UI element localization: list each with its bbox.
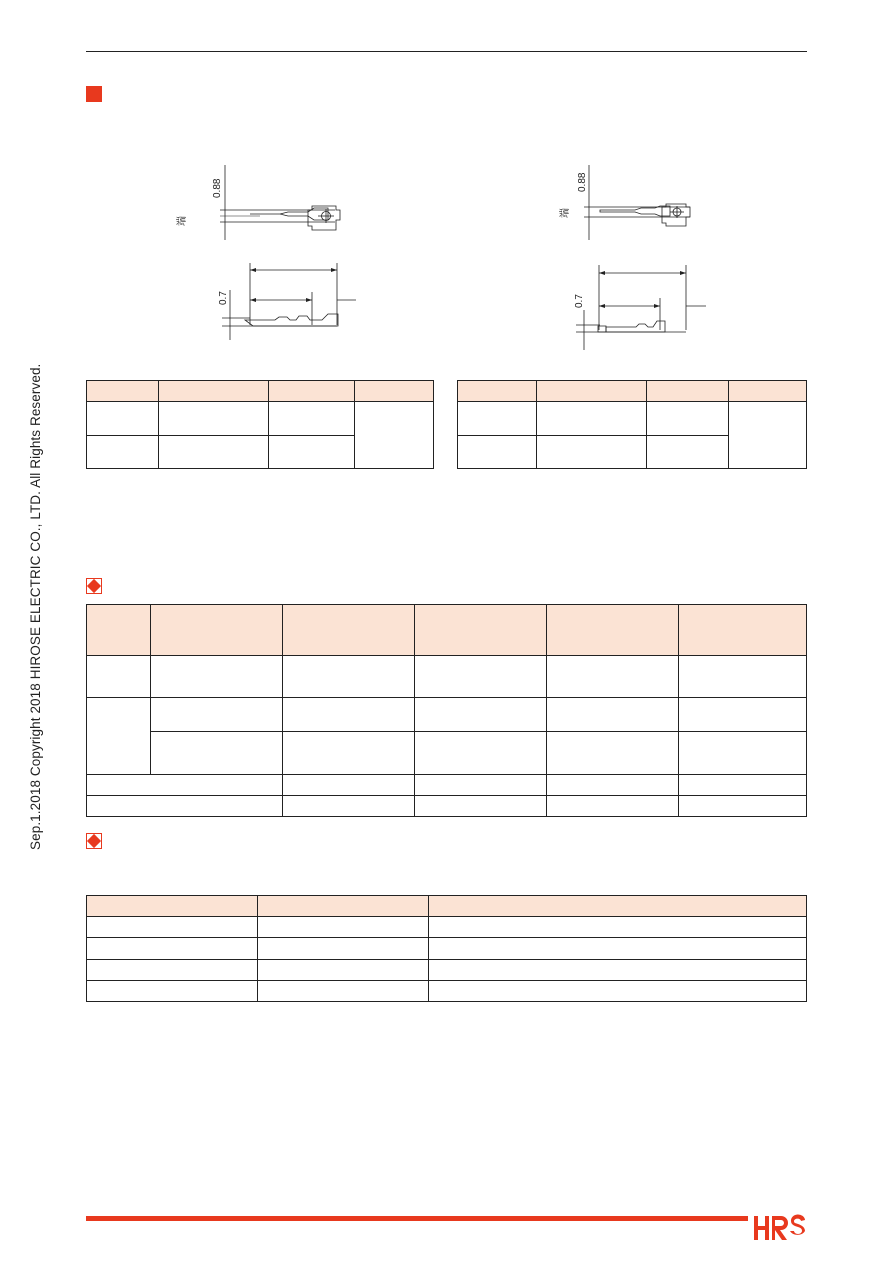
section-marker-square: [86, 86, 102, 102]
bottom-table-cell: [87, 938, 258, 959]
right-table-header-cell: [458, 381, 537, 402]
main-table-cell: [415, 698, 547, 732]
footer-accent-bar: [86, 1216, 748, 1221]
main-table-cell: [87, 775, 283, 796]
left-table-cell: [159, 402, 269, 435]
main-table-cell: [283, 656, 415, 698]
bottom-table-cell: [429, 917, 807, 938]
left-table-cell: [269, 402, 355, 435]
left-table-header-cell: [87, 381, 159, 402]
main-table-cell: [283, 732, 415, 775]
right-mark: 端: [560, 208, 571, 218]
main-table-cell: [679, 775, 807, 796]
main-table-header-cell: [151, 605, 283, 656]
bottom-table-header-cell: [429, 896, 807, 917]
right-dim-bottom: 0.7: [574, 294, 585, 308]
main-table-cell: [283, 698, 415, 732]
main-table-cell: [547, 698, 679, 732]
bottom-table-cell: [258, 980, 429, 1001]
left-table-header-cell: [159, 381, 269, 402]
left-table-cell: [87, 402, 159, 435]
main-table-cell: [679, 732, 807, 775]
main-table-cell: [547, 732, 679, 775]
main-table-cell: [283, 796, 415, 817]
main-table-header-cell: [679, 605, 807, 656]
bottom-table-cell: [429, 938, 807, 959]
bottom-table-cell: [87, 917, 258, 938]
right-table-cell: [458, 435, 537, 468]
bottom-table-header-cell: [87, 896, 258, 917]
left-terminal-drawing: [160, 160, 410, 350]
section-marker-diamond: [86, 578, 102, 594]
main-table-header-cell: [415, 605, 547, 656]
main-table-cell: [547, 775, 679, 796]
main-table-cell: [415, 775, 547, 796]
main-table-header-cell: [283, 605, 415, 656]
top-rule: [86, 51, 807, 52]
main-table-cell: [87, 698, 151, 775]
left-spec-table: [86, 380, 434, 469]
bottom-table-cell: [87, 959, 258, 980]
left-table-header-cell: [269, 381, 355, 402]
left-table-cell: [269, 435, 355, 468]
main-table-cell: [151, 732, 283, 775]
bottom-table-cell: [429, 959, 807, 980]
main-table-cell: [87, 796, 283, 817]
bottom-table-header-cell: [258, 896, 429, 917]
right-table-cell: [647, 435, 729, 468]
bottom-table-cell: [429, 980, 807, 1001]
main-table-cell: [151, 656, 283, 698]
right-table-cell: [537, 435, 647, 468]
bottom-table-cell: [258, 938, 429, 959]
left-table-cell: [159, 435, 269, 468]
left-table-cell: [355, 402, 434, 469]
main-table-cell: [547, 656, 679, 698]
right-table-cell: [458, 402, 537, 435]
left-dim-top: 0.88: [212, 178, 223, 198]
main-table-cell: [415, 796, 547, 817]
bottom-table-cell: [258, 917, 429, 938]
bottom-spec-table: [86, 895, 807, 1002]
left-dim-bottom: 0.7: [218, 291, 229, 305]
right-table-cell: [537, 402, 647, 435]
right-table-header-cell: [537, 381, 647, 402]
hrs-logo: [752, 1212, 808, 1244]
main-table-cell: [415, 656, 547, 698]
bottom-table-cell: [258, 959, 429, 980]
main-table-header-cell: [547, 605, 679, 656]
main-table-cell: [679, 698, 807, 732]
copyright-side-text: Sep.1.2018 Copyright 2018 HIROSE ELECTRIC CO., LTD. All Rights Reserved.: [28, 363, 43, 850]
left-table-header-cell: [355, 381, 434, 402]
main-table-cell: [87, 656, 151, 698]
main-table-cell: [151, 698, 283, 732]
right-spec-table: [457, 380, 807, 469]
main-table-cell: [415, 732, 547, 775]
main-table-cell: [679, 796, 807, 817]
main-table-cell: [283, 775, 415, 796]
right-table-cell: [647, 402, 729, 435]
right-table-header-cell: [729, 381, 807, 402]
main-table-cell: [547, 796, 679, 817]
right-table-cell: [729, 402, 807, 469]
bottom-table-cell: [87, 980, 258, 1001]
main-table-cell: [679, 656, 807, 698]
section-marker-diamond: [86, 833, 102, 849]
main-spec-table: [86, 604, 807, 817]
main-table-header-cell: [87, 605, 151, 656]
left-mark: 端: [177, 216, 188, 226]
left-table-cell: [87, 435, 159, 468]
right-table-header-cell: [647, 381, 729, 402]
right-dim-top: 0.88: [577, 172, 588, 192]
